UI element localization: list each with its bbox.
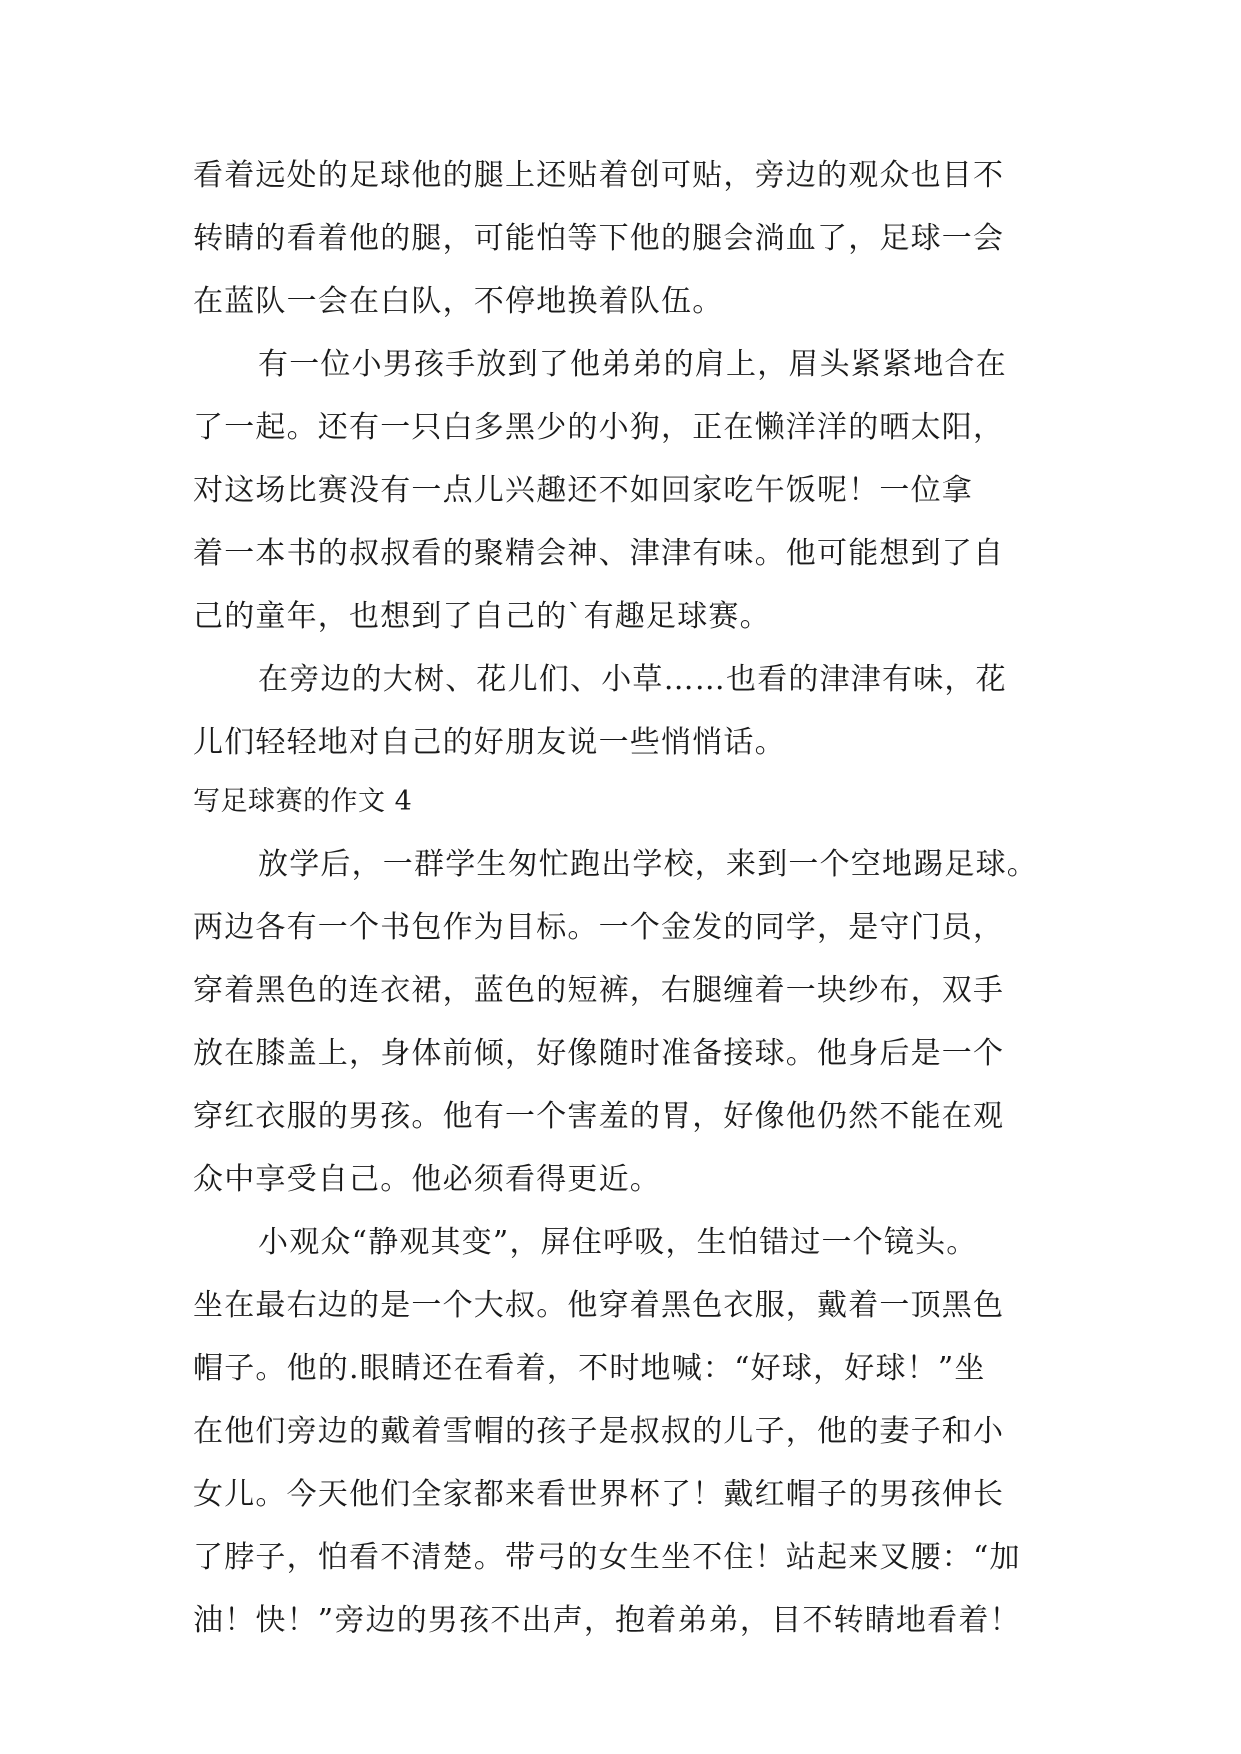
paragraph-line: 放学后，一群学生匆忙跑出学校，来到一个空地踢足球。: [258, 847, 1038, 882]
paragraph-line: 众中享受自己。他必须看得更近。: [193, 1162, 661, 1197]
paragraph-line: 了脖子，怕看不清楚。带弓的女生坐不住！站起来叉腰：“加: [193, 1540, 1021, 1575]
paragraph-line: 穿着黑色的连衣裙，蓝色的短裤，右腿缠着一块纱布，双手: [193, 973, 1005, 1008]
paragraph-line: 看着远处的足球他的腿上还贴着创可贴，旁边的观众也目不: [193, 158, 1005, 193]
paragraph-line: 在他们旁边的戴着雪帽的孩子是叔叔的儿子，他的妻子和小: [193, 1414, 1005, 1449]
paragraph-line: 小观众“静观其变”，屏住呼吸，生怕错过一个镜头。: [258, 1225, 978, 1260]
paragraph-line: 坐在最右边的是一个大叔。他穿着黑色衣服，戴着一顶黑色: [193, 1288, 1005, 1323]
paragraph-line: 女儿。今天他们全家都来看世界杯了！戴红帽子的男孩伸长: [193, 1477, 1005, 1512]
paragraph-line: 儿们轻轻地对自己的好朋友说一些悄悄话。: [193, 725, 786, 760]
paragraph-line: 帽子。他的.眼睛还在看着，不时地喊：“好球，好球！”坐: [193, 1351, 986, 1386]
paragraph-line: 在旁边的大树、花儿们、小草……也看的津津有味，花: [258, 662, 1007, 697]
paragraph-line: 放在膝盖上，身体前倾，好像随时准备接球。他身后是一个: [193, 1036, 1005, 1071]
paragraph-line: 两边各有一个书包作为目标。一个金发的同学，是守门员，: [193, 910, 1005, 945]
paragraph-line: 在蓝队一会在白队，不停地换着队伍。: [193, 284, 724, 319]
paragraph-line: 穿红衣服的男孩。他有一个害羞的胃，好像他仍然不能在观: [193, 1099, 1005, 1134]
paragraph-line: 对这场比赛没有一点儿兴趣还不如回家吃午饭呢！一位拿: [193, 473, 973, 508]
paragraph-line: 了一起。还有一只白多黑少的小狗，正在懒洋洋的晒太阳，: [193, 410, 1005, 445]
section-heading: 写足球赛的作文 4: [193, 786, 413, 817]
paragraph-line: 着一本书的叔叔看的聚精会神、津津有味。他可能想到了自: [193, 536, 1005, 571]
paragraph-line: 己的童年，也想到了自己的`有趣足球赛。: [193, 599, 771, 634]
paragraph-line: 油！快！”旁边的男孩不出声，抱着弟弟，目不转睛地看着！: [193, 1603, 1021, 1638]
paragraph-line: 有一位小男孩手放到了他弟弟的肩上，眉头紧紧地合在: [258, 347, 1007, 382]
paragraph-line: 转睛的看着他的腿，可能怕等下他的腿会淌血了，足球一会: [193, 221, 1005, 256]
